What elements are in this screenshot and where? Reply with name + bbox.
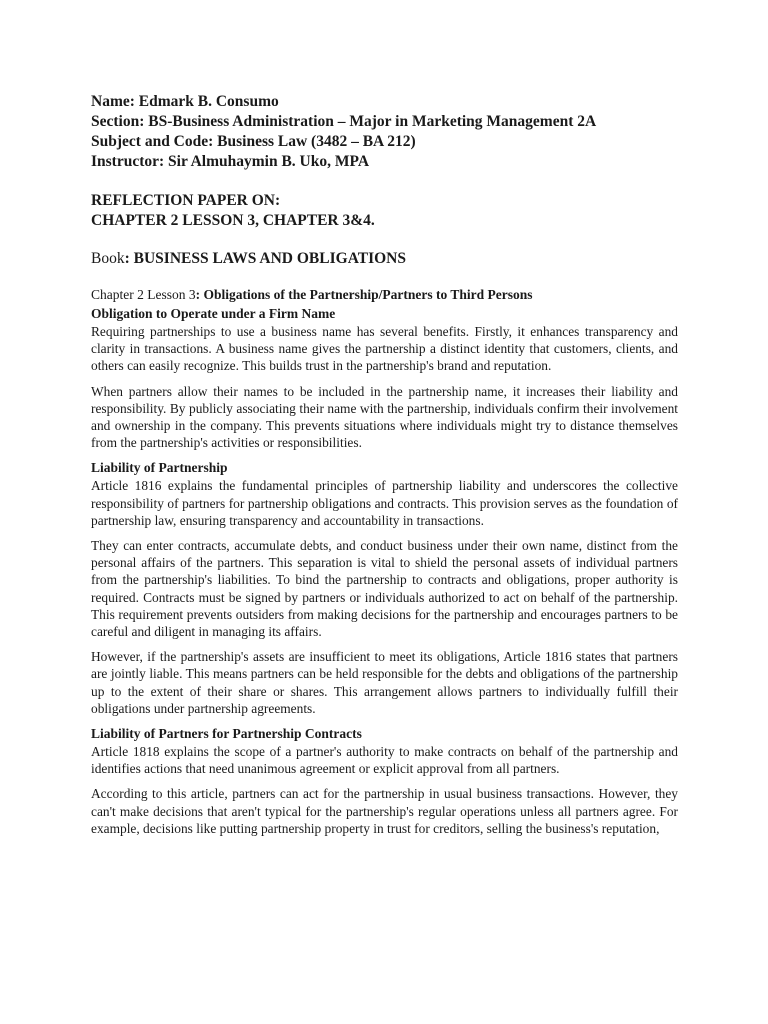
paragraph: They can enter contracts, accumulate debts, and conduct business under their own name, distinct from the personal affairs of the partners. This separation is vital to shield the personal assets of individual partners from the partnership's liabilities. To bind the partnership to contracts and obligations, proper authority is required. Contracts must be signed by partners or individuals authorized to act on behalf of the partnership. This requirement prevents outsiders from making decisions for the partnership and encourages partners to be careful and diligent in managing its affairs. <box>91 538 678 640</box>
paragraph: Article 1816 explains the fundamental principles of partnership liability and underscores the collective responsibility of partners for partnership obligations and contracts. This provision serves as the foundation of partnership law, ensuring transparency and accountability in transactions. <box>91 478 678 528</box>
document-page <box>91 92 678 845</box>
paragraph: According to this article, partners can act for the partnership in usual business transactions. However, they can't make decisions that aren't typical for the partnership's regular operations unless all partners agree. For example, decisions like putting partnership property in trust for creditors, selling the business's reputation, <box>91 786 678 836</box>
chapter-label: Chapter 2 Lesson 3 <box>91 287 196 302</box>
book-title: : BUSINESS LAWS AND OBLIGATIONS <box>124 250 406 267</box>
chapter-line <box>91 285 678 305</box>
book-label: Book <box>91 250 125 267</box>
paragraph: Requiring partnerships to use a business name has several benefits. Firstly, it enhances transparency and clarity in transactions. A business name gives the partnership a distinct identity that customers, clients, and others can easily recognize. This builds trust in the partnership's brand and reputation. <box>91 324 678 374</box>
subject-and-code: Subject and Code: Business Law (3482 – BA 212) <box>91 133 416 150</box>
paper-title <box>91 191 678 231</box>
student-section: Section: BS-Business Administration – Major in Marketing Management 2A <box>91 113 597 130</box>
paragraph: However, if the partnership's assets are insufficient to meet its obligations, Article 1816 states that partners are jointly liable. This means partners can be held responsible for the debts and obligations of the partnership up to the extent of their share or shares. This arrangement allows partners to individually fulfill their obligations under partnership agreements. <box>91 649 678 716</box>
section-heading: Liability of Partnership <box>91 460 228 476</box>
section-heading: Obligation to Operate under a Firm Name <box>91 306 336 321</box>
instructor: Instructor: Sir Almuhaymin B. Uko, MPA <box>91 153 370 170</box>
header-block <box>91 92 678 172</box>
chapter-topic: : Obligations of the Partnership/Partners to Third Persons <box>195 287 533 302</box>
title-line-2: CHAPTER 2 LESSON 3, CHAPTER 3&4. <box>91 212 375 229</box>
title-line-1: REFLECTION PAPER ON: <box>91 192 281 209</box>
section-heading: Liability of Partners for Partnership Contracts <box>91 726 362 742</box>
book-line <box>91 249 678 269</box>
student-name: Name: Edmark B. Consumo <box>91 93 279 110</box>
paragraph: Article 1818 explains the scope of a partner's authority to make contracts on behalf of the partnership and identifies actions that need unanimous agreement or explicit approval from all partners. <box>91 744 678 777</box>
paragraph: When partners allow their names to be included in the partnership name, it increases their liability and responsibility. By publicly associating their name with the partnership, individuals confirm their involvement and ownership in the company. This prevents situations where individuals might try to distance themselves from the partnership's activities or responsibilities. <box>91 383 678 451</box>
